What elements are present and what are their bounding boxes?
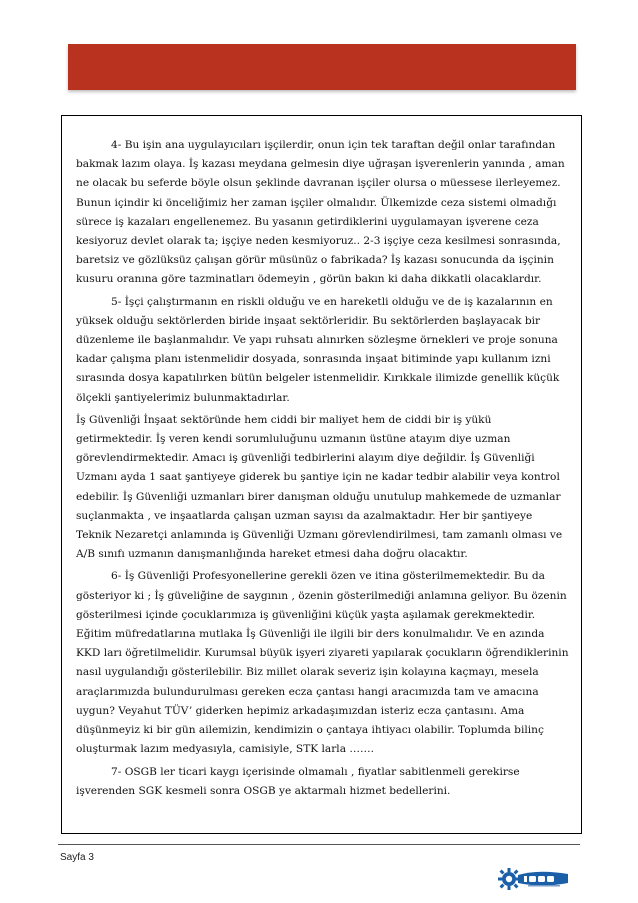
paragraph-number: 6- (111, 570, 122, 583)
paragraph-5 (76, 293, 569, 408)
paragraph-7 (76, 763, 569, 801)
paragraph-text: İş Güvenliği Profesyonellerine gerekli özen ve itina gösterilmemektedir. Bu da gösteriyor ki ; İş güveliğine de saygının , özenin gösterilmediği anlamına geliyor. Bu özenin gösterilmesi içinde çocuklarımıza iş güvenliğini küçük yaşta aşılamak gerekmektedir. Eğitim müfredatlarına mutlaka İş Güvenliği ile ilgili bir ders konulmalıdır. Ve en azında KKD ları öğretilmelidir. Kurumsal büyük işyeri ziyareti yapılarak çocukların öğrendiklerinin nasıl uygulandığı gösterilebilir. Biz millet olarak severiz işin kolayına kaçmayı, mesela araçlarımızda bulundurulması gereken ecza çantası hangi aracımızda tam ve amacına uygun? Veyahut TÜV’ giderken hepimiz arkadaşımızdan isteriz ecza çantasını. Ama düşünmeyiz ki bir gün ailemizin, kendimizin o çantaya ihtiyacı olabilir. Toplumda bilinç oluşturmak lazım medyasıyla, camisiyle, STK larla ……. (76, 570, 569, 756)
paragraph-number: 4- (111, 139, 122, 151)
paragraph-text: OSGB ler ticari kaygı içerisinde olmamalı , fiyatlar sabitlenmeli gerekirse işverenden SGK kesmeli sonra OSGB ye aktarmalı hizmet bedellerini. (76, 765, 520, 797)
paragraph-is-guvenligi (76, 411, 569, 565)
paragraph-6 (76, 567, 569, 759)
footer-rule (58, 844, 580, 845)
header-band (68, 44, 576, 90)
page-number: Sayfa 3 (60, 852, 94, 863)
content-box (61, 115, 582, 834)
paragraph-number: 5- (111, 295, 122, 308)
paragraph-text: İşçi çalıştırmanın en riskli olduğu ve en hareketli olduğu ve de iş kazalarının en yüksek olduğu sektörlerden biride inşaat sektörleridir. Bu sektörlerden başlayacak bir düzenleme ile başlanmalıdır. Ve yapı ruhsatı alınırken sözleşme örnekleri ve proje sonuna kadar çalışma planı istenmelidir dosyada, sonrasında inşaat bitiminde yapı kullanım izni sırasında dosya kapatılırken bütün belgeler istenmelidir. Kırıkkale ilimizde genellik küçük ölçekli şantiyelerimiz bulunmaktadırlar. (76, 295, 560, 404)
paragraph-text: Bu işin ana uygulayıcıları işçilerdir, onun için tek taraftan değil onlar tarafından bakmak lazım olaya. İş kazası meydana gelmesin diye uğraşan işverenlerin yanında , aman ne olacak bu seferde böyle olsun şeklinde davranan işçiler olursa o müessese ilerleyemez. Bunun içindir ki önceliğimiz her zaman işçiler olmalıdır. Ülkemizde ceza sistemi olmadığı sürece iş kazaları engellenemez. Bu yasanın getirdiklerini uygulamayan işverene ceza kesiyoruz devlet olarak ta; işçiye neden kesmiyoruz.. 2-3 işçiye ceza kesilmesi sonrasında, baretsiz ve gözlüksüz çalışan görür müsünüz o fabrikada? İş kazası sonucunda da işçinin kusuru oranına göre tazminatları ödemeyin , görün bakın ki daha dikkatli olacaklardır. (76, 139, 565, 286)
paragraph-4 (76, 136, 569, 290)
isag-gear-logo-icon (498, 866, 572, 892)
paragraph-number: 7- (111, 765, 122, 778)
paragraph-text: İş Güvenliği İnşaat sektöründe hem ciddi bir maliyet hem de ciddi bir iş yükü getirmektedir. İş veren kendi sorumluluğunu uzmanın üstüne atayım diye uzman görevlendirmektedir. Amacı iş güvenliği tedbirlerini alayım diye değildir. İş Güvenliği Uzmanı ayda 1 saat şantiyeye giderek bu şantiye için ne kadar tedbir alabilir veya kontrol edebilir. İş Güvenliği uzmanları birer danışman olduğu unutulup mahkemede de uzmanlar suçlanmakta , ve inşaatlarda çalışan uzman sayısı da azalmaktadır. Her bir şantiyeye Teknik Nezaretçi anlamında iş Güvenliği Uzmanı görevlendirilmesi, tam zamanlı olması ve A/B sınıfı uzmanın danışmanlığında hareket etmesi daha doğru olacaktır. (76, 413, 563, 561)
